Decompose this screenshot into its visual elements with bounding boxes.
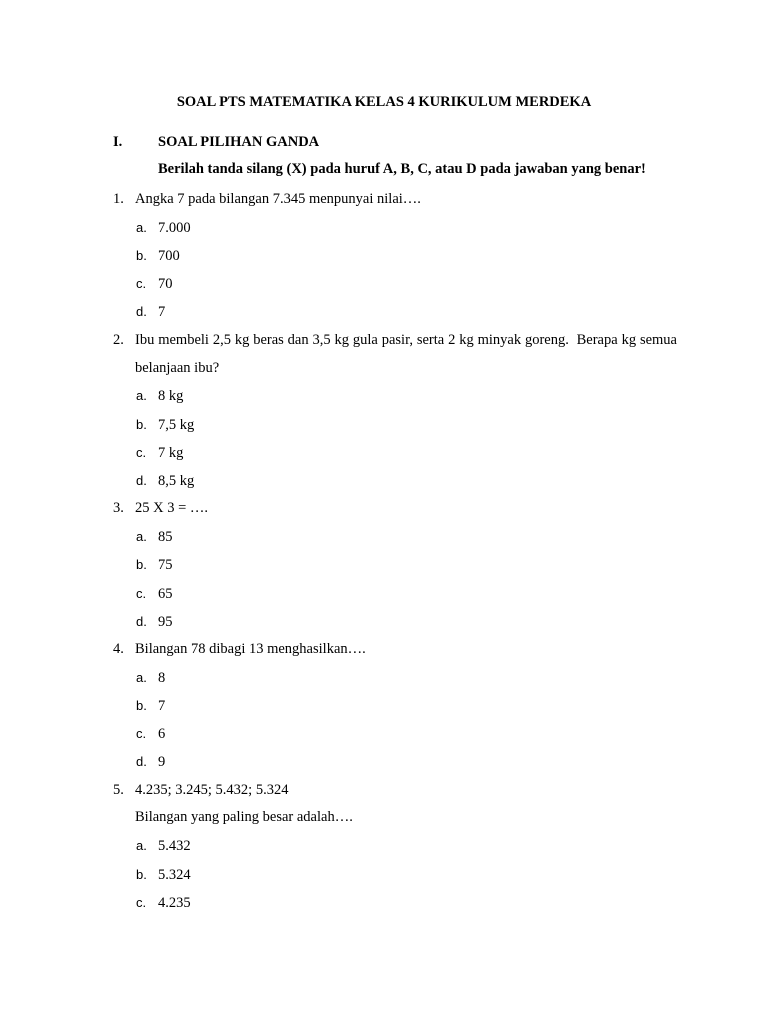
option-text: 700 xyxy=(158,248,180,265)
question-number: 5. xyxy=(113,781,124,798)
option-text: 7 xyxy=(158,304,166,321)
option-letter: d. xyxy=(136,613,147,629)
option-a xyxy=(113,832,677,860)
question-5 xyxy=(113,777,677,917)
option-letter: c. xyxy=(136,894,147,910)
question-list xyxy=(113,186,677,917)
option-a xyxy=(113,214,677,242)
option-list xyxy=(113,214,677,327)
option-a xyxy=(113,523,677,551)
option-c xyxy=(113,889,677,917)
option-letter: b. xyxy=(136,866,147,882)
question-number: 4. xyxy=(113,640,124,657)
option-letter: b. xyxy=(136,697,147,713)
option-list xyxy=(113,832,677,917)
question-number: 3. xyxy=(113,500,124,517)
question-4 xyxy=(113,636,677,777)
question-2 xyxy=(113,327,677,496)
question-number: 2. xyxy=(113,331,124,348)
option-b xyxy=(113,242,677,270)
question-3 xyxy=(113,495,677,636)
option-text: 85 xyxy=(158,529,173,546)
option-text: 75 xyxy=(158,557,173,574)
option-text: 70 xyxy=(158,276,173,293)
option-text: 9 xyxy=(158,754,166,771)
option-text: 7 xyxy=(158,697,166,714)
option-letter: c. xyxy=(136,585,147,601)
question-text: Bilangan 78 dibagi 13 menghasilkan…. xyxy=(135,640,366,657)
option-letter: b. xyxy=(136,248,147,264)
document-title: SOAL PTS MATEMATIKA KELAS 4 KURIKULUM MERDEKA xyxy=(176,94,592,110)
option-d xyxy=(113,298,677,326)
option-letter: d. xyxy=(136,473,147,489)
option-text: 8 kg xyxy=(158,388,184,405)
question-1 xyxy=(113,186,677,327)
option-letter: c. xyxy=(136,276,147,292)
option-b xyxy=(113,692,677,720)
option-c xyxy=(113,580,677,608)
option-letter: b. xyxy=(136,416,147,432)
option-text: 95 xyxy=(158,613,173,630)
option-d xyxy=(113,608,677,636)
question-text: 25 X 3 = …. xyxy=(135,500,209,517)
option-text: 8 xyxy=(158,669,166,686)
option-list xyxy=(113,664,677,777)
option-c xyxy=(113,720,677,748)
option-b xyxy=(113,551,677,579)
section-title: SOAL PILIHAN GANDA xyxy=(158,134,320,150)
option-text: 5.432 xyxy=(158,838,191,855)
option-text: 7.000 xyxy=(158,219,191,236)
option-letter: a. xyxy=(136,529,147,545)
option-c xyxy=(113,439,677,467)
option-letter: d. xyxy=(136,304,147,320)
option-list xyxy=(113,523,677,636)
option-letter: a. xyxy=(136,669,147,685)
option-text: 65 xyxy=(158,585,173,602)
option-a xyxy=(113,664,677,692)
question-text: 4.235; 3.245; 5.432; 5.324 xyxy=(135,781,289,798)
option-d xyxy=(113,467,677,495)
option-text: 7,5 kg xyxy=(158,416,195,433)
option-letter: b. xyxy=(136,557,147,573)
question-text: Angka 7 pada bilangan 7.345 menpunyai nilai…. xyxy=(135,191,421,207)
option-letter: a. xyxy=(136,838,147,854)
option-c xyxy=(113,270,677,298)
option-letter: c. xyxy=(136,726,147,742)
option-letter: a. xyxy=(136,219,147,235)
section-instruction: Berilah tanda silang (X) pada huruf A, B, C, atau D pada jawaban yang benar! xyxy=(158,161,646,177)
section-number: I. xyxy=(113,134,123,150)
option-letter: a. xyxy=(136,388,147,404)
option-list xyxy=(113,382,677,495)
option-letter: c. xyxy=(136,444,147,460)
option-text: 8,5 kg xyxy=(158,473,195,490)
option-a xyxy=(113,382,677,410)
question-text: Ibu membeli 2,5 kg beras dan 3,5 kg gula pasir, serta 2 kg minyak goreng. Berapa kg semua belanjaan ibu? xyxy=(135,331,677,376)
question-number: 1. xyxy=(113,191,124,207)
option-letter: d. xyxy=(136,754,147,770)
option-text: 4.235 xyxy=(158,894,191,911)
option-text: 7 kg xyxy=(158,444,184,461)
option-b xyxy=(113,411,677,439)
option-b xyxy=(113,861,677,889)
option-text: 6 xyxy=(158,726,166,743)
option-d xyxy=(113,748,677,776)
option-text: 5.324 xyxy=(158,866,191,883)
question-subtext: Bilangan yang paling besar adalah…. xyxy=(135,809,353,826)
